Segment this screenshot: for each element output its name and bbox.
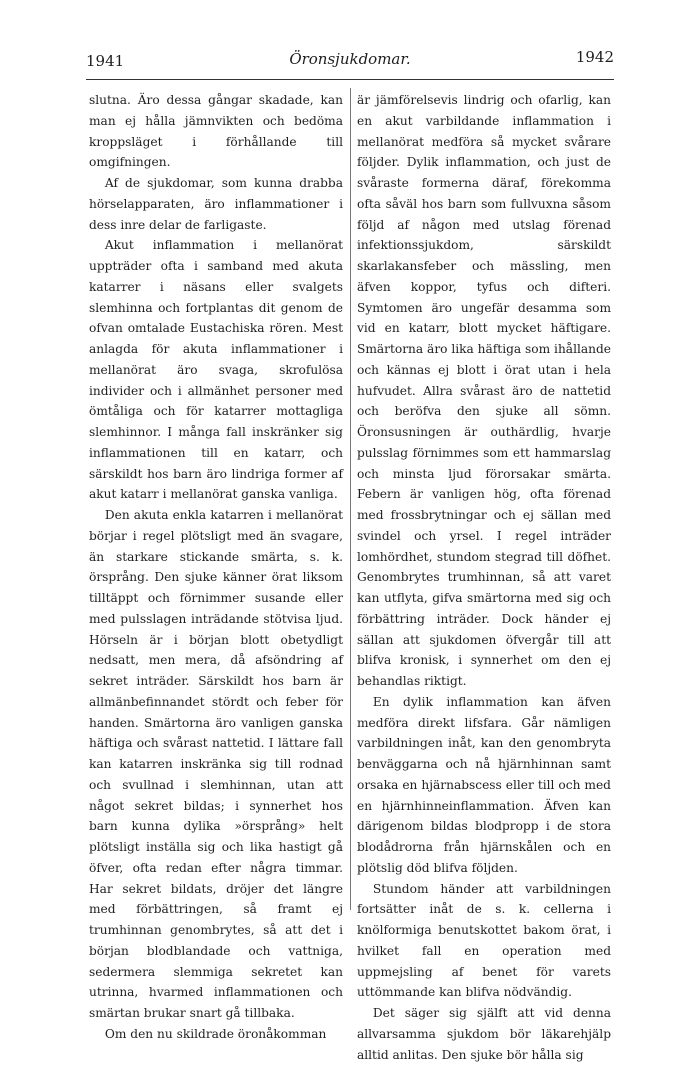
header-rule (86, 79, 614, 80)
paragraph: En dylik inflammation kan äfven medföra direkt lifsfara. Går nämligen varbildningen inåt, kan den genombryta benväggarna och nå hjärnhinnan samt orsaka en hjärnabscess eller till och med en hjärnhinneinflammation. Äfven kan därigenom bildas blodpropp i de stora blodådrorna från hjärnskålen och en plötslig död blifva följden. (357, 694, 611, 875)
paragraph: är jämförelsevis lindrig och ofarlig, kan en akut varbildande inflammation i mellanörat medföra så mycket svårare följder. Dylik inflammation, och just de svåraste formerna däraf, förekomma ofta såväl hos barn som fullvuxna såsom följd af någon med utslag förenad infektionssjukdom, särskildt skarlakansfeber och mässling, men äfven koppor, tyfus och difteri. Symtomen äro ungefär desamma som vid en katarr, blott mycket häftigare. Smärtorna äro lika häftiga som ihållande och kännas ej blott i örat utan i hela hufvudet. Allra svårast äro de nattetid och beröfva den sjuke all sömn. Öronsusningen är outhärdlig, hvarje pulsslag förnimmes som ett hammarslag och minsta ljud förorsakar smärta. Febern är vanligen hög, ofta förenad med frossbrytningar och ej sällan med svindel och yrsel. I regel inträder lomhördhet, stundom stegrad till döfhet. Genombrytes trumhinnan, så att varet kan utflyta, gifva smärtorna med sig och förbättring inträder. Dock händer ej sällan att sjukdomen öfvergår till att blifva kronisk, i synnerhet om den ej behandlas riktigt. (357, 93, 611, 688)
left-column (89, 90, 343, 1045)
page-header (86, 48, 614, 74)
running-title: Öronsjukdomar. (289, 50, 411, 68)
paragraph: Stundom händer att varbildningen fortsätter inåt de s. k. cellerna i knölformiga benutskottet bakom örat, i hvilket fall en operation med uppmejsling af benet för varets uttömmande kan blifva nödvändig. (357, 881, 611, 1000)
paragraph: slutna. Äro dessa gångar skadade, kan man ej hålla jämnvikten och bedöma kroppsläget i förhållande till omgifningen. (89, 93, 343, 170)
paragraph: Af de sjukdomar, som kunna drabba hörselapparaten, äro inflammationer i dess inre delar de farligaste. (89, 176, 343, 232)
right-column (357, 90, 611, 1065)
page-number-left: 1941 (86, 52, 125, 70)
paragraph: Om den nu skildrade öronåkomman (104, 1026, 327, 1041)
column-separator (350, 88, 351, 910)
paragraph: Det säger sig själft att vid denna allvarsamma sjukdom bör läkarehjälp alltid anlitas. Den sjuke bör hålla sig (357, 1006, 611, 1062)
paragraph: Akut inflammation i mellanörat uppträder ofta i samband med akuta katarrer i näsans eller svalgets slemhinna och fortplantas dit genom de ofvan omtalade Eustachiska rören. Mest anlagda för akuta inflammationer i mellanörat äro svaga, skrofulösa individer och i allmänhet personer med ömtåliga och för katarrer mottagliga slemhinnor. I många fall inskränker sig inflammationen till en katarr, och särskildt hos barn äro lindriga former af akut katarr i mellanörat ganska vanliga. (89, 238, 343, 502)
paragraph: Den akuta enkla katarren i mellanörat börjar i regel plötsligt med än svagare, än starkare stickande smärta, s. k. örsprång. Den sjuke känner örat liksom tilltäppt och förnimmer susande eller med pulsslagen inträdande stötvisa ljud. Hörseln är i början blott obetydligt nedsatt, men mera, då afsöndring af sekret inträder. Särskildt hos barn är allmänbefinnandet stördt och feber för handen. Smärtorna äro vanligen ganska häftiga och svårast nattetid. I lättare fall kan katarren inskränka sig till rodnad och svullnad i slemhinnan, utan att något sekret bildas; i synnerhet hos barn kunna dylika »örsprång» helt plötsligt inställa sig och lika hastigt gå öfver, ofta redan efter några timmar. Har sekret bildats, dröjer det längre med förbättringen, så framt ej trumhinnan genombrytes, så att det i början blodblandade och vattniga, sedermera slemmiga sekretet kan utrinna, hvarmed inflammationen och smärtan brukar snart gå tillbaka. (89, 508, 343, 1020)
page-number-right: 1942 (575, 48, 614, 66)
